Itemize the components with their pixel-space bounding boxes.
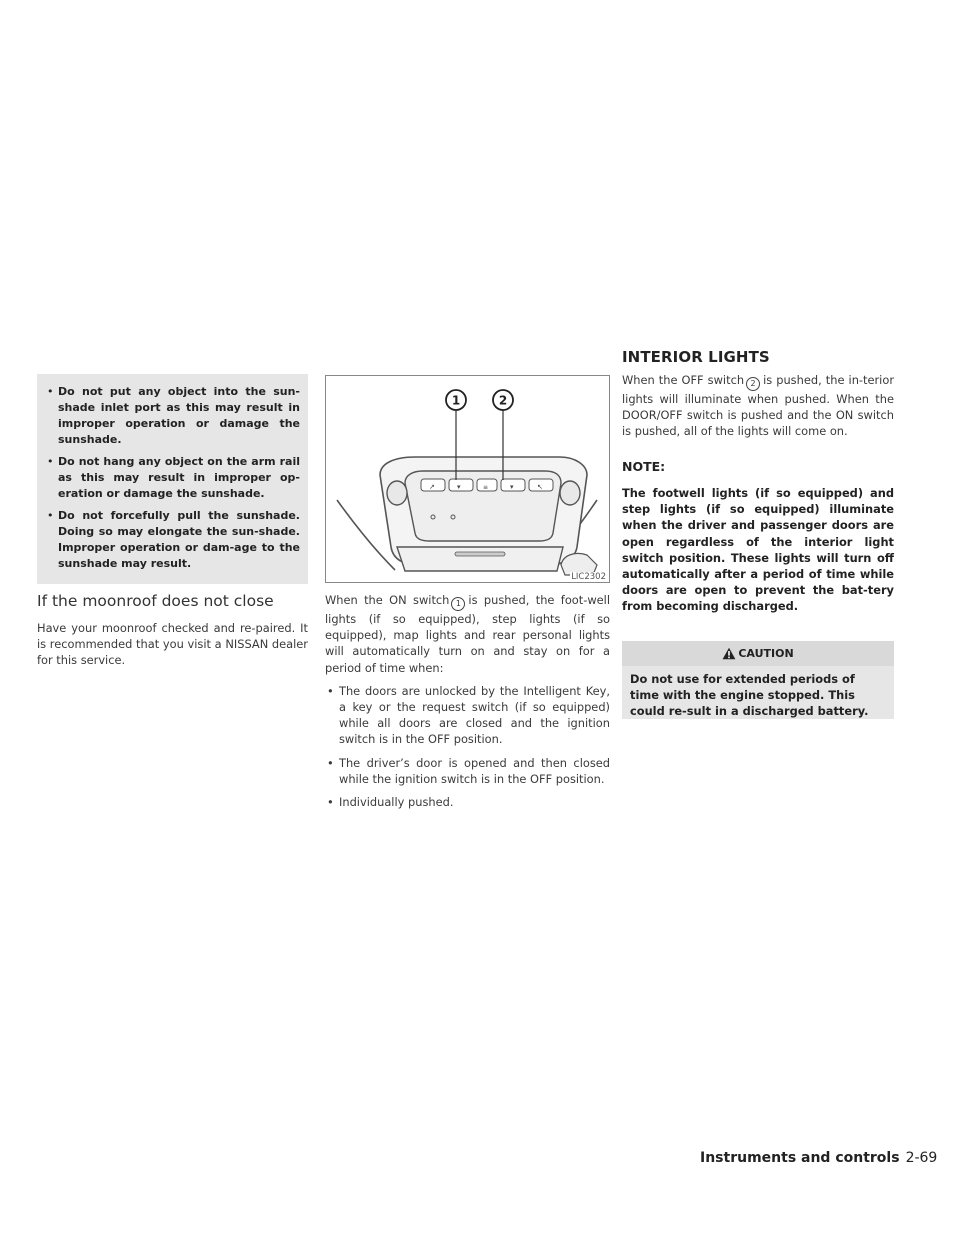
- marker-1: 1: [451, 597, 465, 611]
- list-item: • The doors are unlocked by the Intelligent Key, a key or the request switch (if so equipped) while all doors are closed and the ignition switch is in the OFF position.: [325, 683, 610, 748]
- off-switch-paragraph: [622, 372, 894, 440]
- note-label: NOTE:: [622, 459, 666, 474]
- figure-caption: LIC2302: [571, 572, 606, 582]
- warning-item: • Do not forcefully pull the sunshade. Doing so may elongate the sun-shade. Improper operation or dam-age to the sunshade may result.: [48, 508, 300, 572]
- off-switch-before: When the OFF switch: [622, 373, 745, 387]
- footer-section: Instruments and controls: [700, 1150, 900, 1166]
- caution-text: Do not use for extended periods of time with the engine stopped. This could re-sult in a discharged battery.: [630, 672, 869, 719]
- callout-1: 1: [451, 393, 461, 408]
- caution-header: [622, 641, 894, 666]
- caution-label: CAUTION: [738, 647, 794, 660]
- moonroof-text: Have your moonroof checked and re-paired. It is recommended that you visit a NISSAN dealer for this service.: [37, 621, 308, 668]
- list-item: • Individually pushed.: [325, 794, 610, 810]
- svg-text:↖: ↖: [537, 483, 543, 491]
- svg-text:↗: ↗: [429, 483, 435, 491]
- svg-text:≡: ≡: [483, 484, 489, 491]
- overhead-console-illustration: [325, 375, 610, 583]
- marker-2: 2: [746, 377, 760, 391]
- warning-item: • Do not hang any object on the arm rail as this may result in improper op-eration or damage the sunshade.: [48, 454, 300, 502]
- on-switch-section: [325, 592, 610, 810]
- page-footer: [700, 1150, 937, 1166]
- warning-list: [37, 374, 308, 572]
- on-switch-before: When the ON switch: [325, 593, 450, 607]
- note-text: The footwell lights (if so equipped) and step lights (if so equipped) illuminate when the driver and passenger doors are open regardless of the interior light switch position. These lights will turn off automatically after a period of time while doors are open to prevent the bat-tery from becoming discharged.: [622, 486, 894, 614]
- warning-triangle-icon: [722, 647, 736, 660]
- svg-text:▾: ▾: [510, 483, 514, 491]
- warning-item: • Do not put any object into the sun-shade inlet port as this may result in improper operation or damage the sunshade.: [48, 384, 300, 448]
- callout-2: 2: [498, 393, 508, 408]
- on-switch-list: [325, 683, 610, 810]
- svg-text:▾: ▾: [457, 483, 461, 491]
- overhead-console-figure: [325, 375, 610, 583]
- moonroof-heading: If the moonroof does not close: [37, 592, 274, 610]
- caution-box: [622, 641, 894, 719]
- warning-box: [37, 374, 308, 584]
- on-switch-paragraph: [325, 592, 610, 676]
- page-number: 2-69: [905, 1150, 938, 1166]
- section-title: INTERIOR LIGHTS: [622, 348, 770, 366]
- list-item: • The driver’s door is opened and then closed while the ignition switch is in the OFF position.: [325, 755, 610, 787]
- on-switch-after: is pushed, the foot-well lights (if so equipped), step lights (if so equipped), map lights and rear personal lights will automatically turn on and stay on for a period of time when:: [325, 593, 610, 675]
- off-switch-after: is pushed, the in-terior lights will illuminate when pushed. When the DOOR/OFF switch is pushed and the ON switch is pushed, all of the lights will come on.: [622, 373, 894, 439]
